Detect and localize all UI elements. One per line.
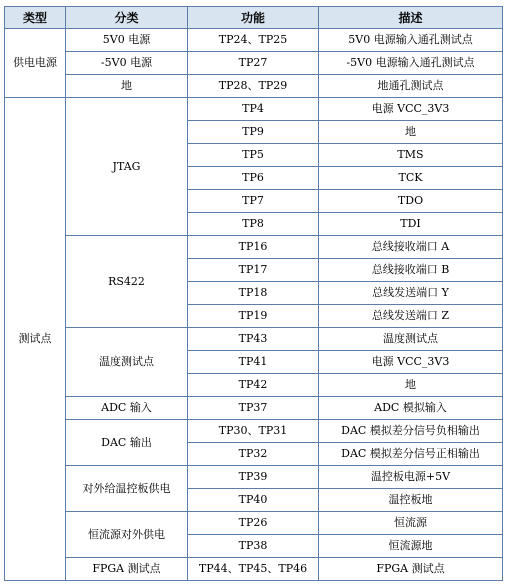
- function-cell: TP28、TP29: [188, 75, 319, 98]
- table-row: [5, 512, 503, 535]
- function-cell: TP4: [188, 98, 319, 121]
- description-cell: ADC 模拟输入: [319, 397, 503, 420]
- category-cell-temp-board-power: 对外给温控板供电: [66, 466, 188, 512]
- test-point-table: [4, 6, 503, 581]
- function-cell: TP44、TP45、TP46: [188, 558, 319, 581]
- table-row: [5, 29, 503, 52]
- function-cell: TP9: [188, 121, 319, 144]
- category-cell: 5V0 电源: [66, 29, 188, 52]
- function-cell: TP43: [188, 328, 319, 351]
- function-cell: TP41: [188, 351, 319, 374]
- category-cell-adc: ADC 输入: [66, 397, 188, 420]
- function-cell: TP38: [188, 535, 319, 558]
- function-cell: TP19: [188, 305, 319, 328]
- description-cell: 温度测试点: [319, 328, 503, 351]
- type-cell-testpoint: 测试点: [5, 98, 66, 581]
- description-cell: DAC 模拟差分信号正相输出: [319, 443, 503, 466]
- description-cell: 总线接收端口 A: [319, 236, 503, 259]
- function-cell: TP7: [188, 190, 319, 213]
- category-cell-jtag: JTAG: [66, 98, 188, 236]
- header-function: 功能: [188, 7, 319, 29]
- function-cell: TP16: [188, 236, 319, 259]
- description-cell: 电源 VCC_3V3: [319, 98, 503, 121]
- table-row: [5, 328, 503, 351]
- category-cell-temperature: 温度测试点: [66, 328, 188, 397]
- category-cell-fpga: FPGA 测试点: [66, 558, 188, 581]
- table-row: [5, 397, 503, 420]
- table-body: [5, 29, 503, 581]
- description-cell: 温控板电源+5V: [319, 466, 503, 489]
- description-cell: -5V0 电源输入通孔测试点: [319, 52, 503, 75]
- description-cell: 地通孔测试点: [319, 75, 503, 98]
- header-category: 分类: [66, 7, 188, 29]
- header-type: 类型: [5, 7, 66, 29]
- function-cell: TP32: [188, 443, 319, 466]
- description-cell: 恒流源地: [319, 535, 503, 558]
- function-cell: TP37: [188, 397, 319, 420]
- table-row: [5, 52, 503, 75]
- table-row: [5, 236, 503, 259]
- description-cell: DAC 模拟差分信号负相输出: [319, 420, 503, 443]
- function-cell: TP5: [188, 144, 319, 167]
- function-cell: TP18: [188, 282, 319, 305]
- description-cell: FPGA 测试点: [319, 558, 503, 581]
- description-cell: 总线发送端口 Y: [319, 282, 503, 305]
- function-cell: TP39: [188, 466, 319, 489]
- description-cell: TMS: [319, 144, 503, 167]
- table-row: [5, 420, 503, 443]
- function-cell: TP24、TP25: [188, 29, 319, 52]
- function-cell: TP26: [188, 512, 319, 535]
- description-cell: 总线发送端口 Z: [319, 305, 503, 328]
- function-cell: TP17: [188, 259, 319, 282]
- table-row: [5, 75, 503, 98]
- category-cell-constant-current: 恒流源对外供电: [66, 512, 188, 558]
- category-cell-dac: DAC 输出: [66, 420, 188, 466]
- description-cell: 地: [319, 374, 503, 397]
- category-cell-rs422: RS422: [66, 236, 188, 328]
- description-cell: 地: [319, 121, 503, 144]
- function-cell: TP42: [188, 374, 319, 397]
- function-cell: TP27: [188, 52, 319, 75]
- table-row: [5, 466, 503, 489]
- table-row: [5, 558, 503, 581]
- description-cell: TCK: [319, 167, 503, 190]
- table-header-row: [5, 7, 503, 29]
- description-cell: 温控板地: [319, 489, 503, 512]
- header-description: 描述: [319, 7, 503, 29]
- function-cell: TP8: [188, 213, 319, 236]
- type-cell-power: 供电电源: [5, 29, 66, 98]
- function-cell: TP40: [188, 489, 319, 512]
- function-cell: TP30、TP31: [188, 420, 319, 443]
- description-cell: 恒流源: [319, 512, 503, 535]
- description-cell: TDO: [319, 190, 503, 213]
- category-cell: 地: [66, 75, 188, 98]
- category-cell: -5V0 电源: [66, 52, 188, 75]
- description-cell: 总线接收端口 B: [319, 259, 503, 282]
- function-cell: TP6: [188, 167, 319, 190]
- description-cell: 5V0 电源输入通孔测试点: [319, 29, 503, 52]
- description-cell: 电源 VCC_3V3: [319, 351, 503, 374]
- table-row: [5, 98, 503, 121]
- description-cell: TDI: [319, 213, 503, 236]
